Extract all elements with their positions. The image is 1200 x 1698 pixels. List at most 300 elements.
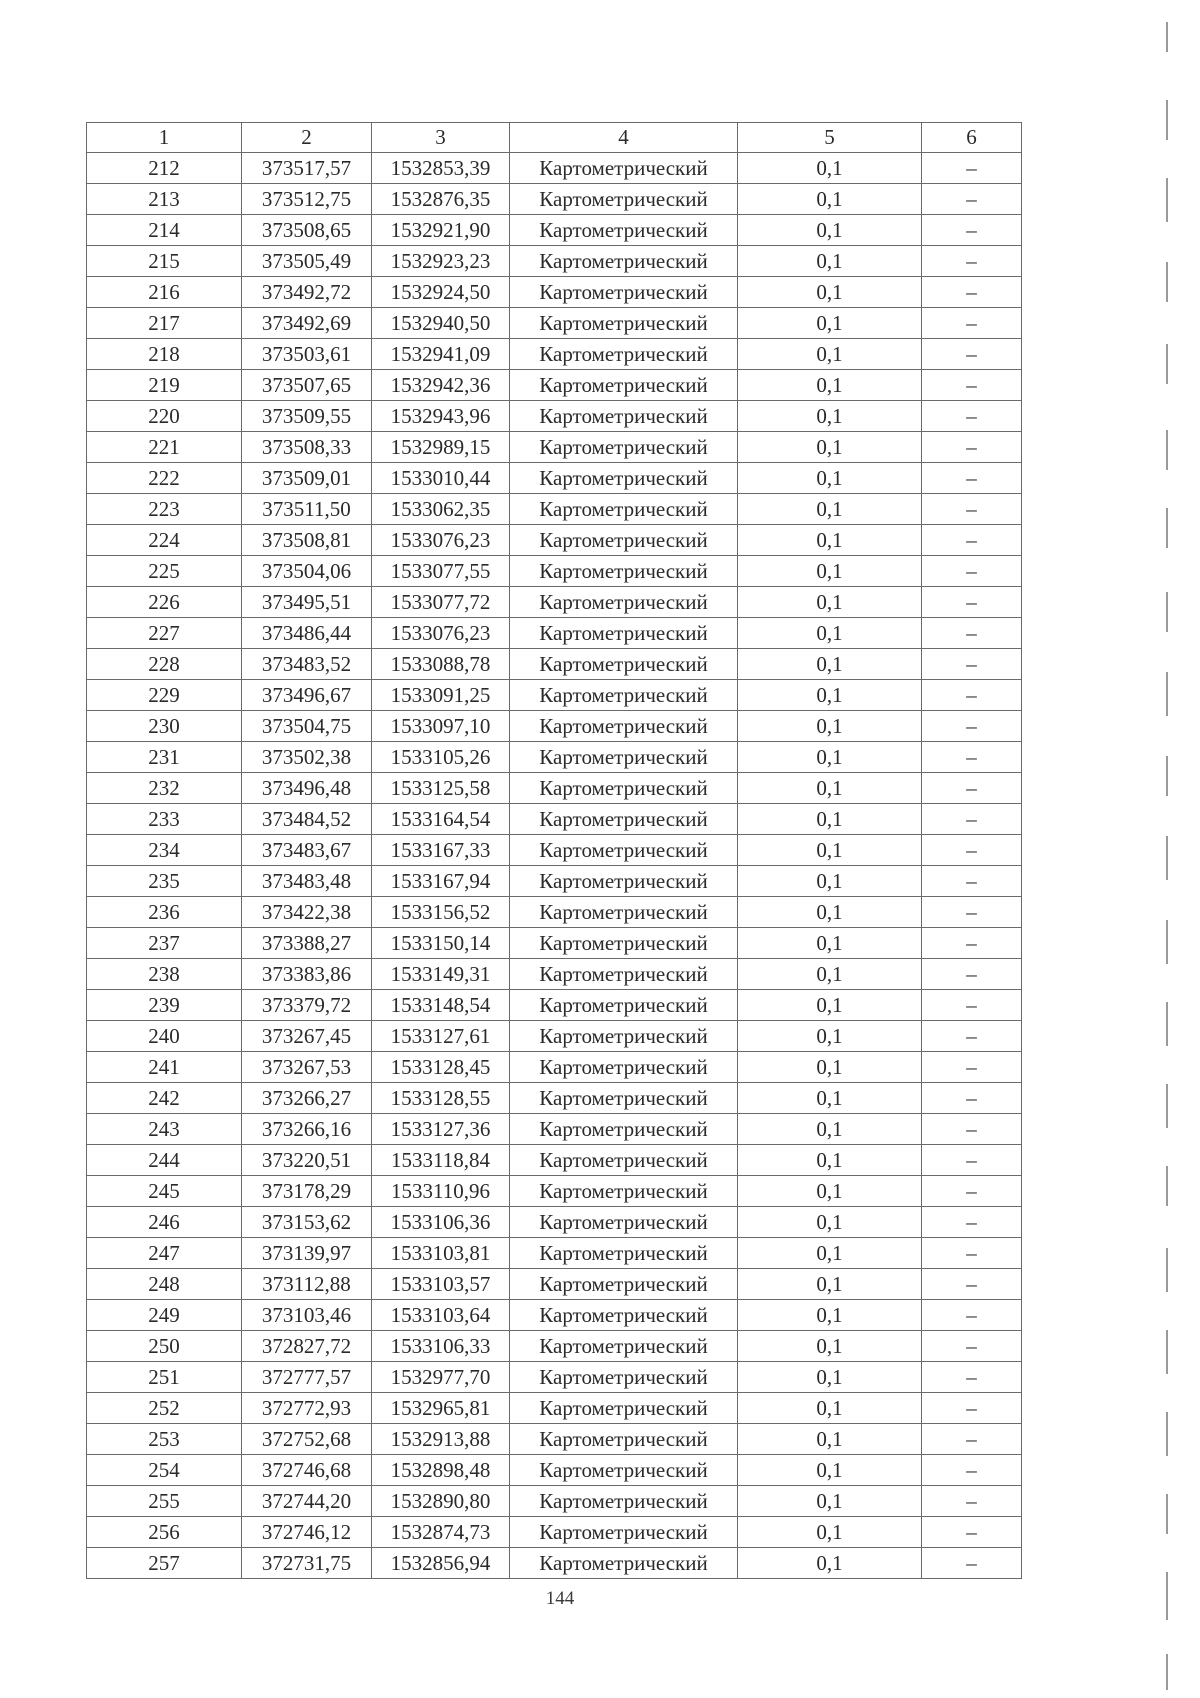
scan-margin-mark xyxy=(1166,100,1168,140)
cell-accuracy: 0,1 xyxy=(738,1300,922,1331)
table-row xyxy=(87,370,1022,401)
cell-note: – xyxy=(922,1424,1022,1455)
scan-margin-mark xyxy=(1166,1248,1168,1292)
cell-y-coordinate: 1533077,55 xyxy=(372,556,510,587)
cell-method: Картометрический xyxy=(510,1331,738,1362)
cell-point-number: 213 xyxy=(87,184,242,215)
cell-point-number: 244 xyxy=(87,1145,242,1176)
cell-method: Картометрический xyxy=(510,401,738,432)
table-row xyxy=(87,680,1022,711)
cell-accuracy: 0,1 xyxy=(738,990,922,1021)
cell-x-coordinate: 372752,68 xyxy=(242,1424,372,1455)
column-header-6: 6 xyxy=(922,123,1022,153)
cell-method: Картометрический xyxy=(510,1424,738,1455)
cell-x-coordinate: 373103,46 xyxy=(242,1300,372,1331)
cell-x-coordinate: 372777,57 xyxy=(242,1362,372,1393)
cell-accuracy: 0,1 xyxy=(738,1207,922,1238)
cell-x-coordinate: 373496,67 xyxy=(242,680,372,711)
cell-method: Картометрический xyxy=(510,990,738,1021)
cell-accuracy: 0,1 xyxy=(738,1083,922,1114)
cell-method: Картометрический xyxy=(510,1114,738,1145)
cell-y-coordinate: 1532898,48 xyxy=(372,1455,510,1486)
scan-margin-mark xyxy=(1166,836,1168,880)
cell-x-coordinate: 373379,72 xyxy=(242,990,372,1021)
table-row xyxy=(87,804,1022,835)
cell-method: Картометрический xyxy=(510,525,738,556)
cell-method: Картометрический xyxy=(510,153,738,184)
cell-y-coordinate: 1533010,44 xyxy=(372,463,510,494)
cell-note: – xyxy=(922,1238,1022,1269)
cell-note: – xyxy=(922,494,1022,525)
cell-method: Картометрический xyxy=(510,897,738,928)
scan-margin-mark xyxy=(1166,1494,1168,1534)
cell-x-coordinate: 373495,51 xyxy=(242,587,372,618)
cell-method: Картометрический xyxy=(510,928,738,959)
cell-note: – xyxy=(922,1145,1022,1176)
cell-point-number: 241 xyxy=(87,1052,242,1083)
cell-point-number: 224 xyxy=(87,525,242,556)
cell-point-number: 234 xyxy=(87,835,242,866)
cell-point-number: 243 xyxy=(87,1114,242,1145)
cell-y-coordinate: 1532924,50 xyxy=(372,277,510,308)
cell-y-coordinate: 1533167,94 xyxy=(372,866,510,897)
cell-y-coordinate: 1532874,73 xyxy=(372,1517,510,1548)
cell-accuracy: 0,1 xyxy=(738,1176,922,1207)
cell-note: – xyxy=(922,711,1022,742)
cell-y-coordinate: 1533077,72 xyxy=(372,587,510,618)
cell-point-number: 225 xyxy=(87,556,242,587)
cell-x-coordinate: 373509,01 xyxy=(242,463,372,494)
cell-x-coordinate: 373509,55 xyxy=(242,401,372,432)
cell-accuracy: 0,1 xyxy=(738,463,922,494)
cell-point-number: 223 xyxy=(87,494,242,525)
cell-y-coordinate: 1533148,54 xyxy=(372,990,510,1021)
cell-note: – xyxy=(922,773,1022,804)
cell-method: Картометрический xyxy=(510,1269,738,1300)
cell-method: Картометрический xyxy=(510,370,738,401)
cell-note: – xyxy=(922,1269,1022,1300)
cell-point-number: 242 xyxy=(87,1083,242,1114)
table-row xyxy=(87,1052,1022,1083)
cell-point-number: 257 xyxy=(87,1548,242,1579)
cell-point-number: 255 xyxy=(87,1486,242,1517)
column-header-4: 4 xyxy=(510,123,738,153)
cell-method: Картометрический xyxy=(510,680,738,711)
cell-y-coordinate: 1532921,90 xyxy=(372,215,510,246)
cell-method: Картометрический xyxy=(510,1021,738,1052)
table-row xyxy=(87,1269,1022,1300)
cell-accuracy: 0,1 xyxy=(738,556,922,587)
cell-x-coordinate: 373484,52 xyxy=(242,804,372,835)
cell-y-coordinate: 1532853,39 xyxy=(372,153,510,184)
cell-accuracy: 0,1 xyxy=(738,1145,922,1176)
cell-note: – xyxy=(922,928,1022,959)
coordinates-table xyxy=(86,122,1022,1579)
scan-margin-mark xyxy=(1166,1002,1168,1046)
table-row xyxy=(87,1486,1022,1517)
table-row xyxy=(87,618,1022,649)
cell-y-coordinate: 1532989,15 xyxy=(372,432,510,463)
cell-point-number: 235 xyxy=(87,866,242,897)
cell-point-number: 218 xyxy=(87,339,242,370)
cell-x-coordinate: 373503,61 xyxy=(242,339,372,370)
cell-note: – xyxy=(922,215,1022,246)
cell-method: Картометрический xyxy=(510,184,738,215)
cell-y-coordinate: 1533127,36 xyxy=(372,1114,510,1145)
cell-note: – xyxy=(922,401,1022,432)
scan-margin-mark xyxy=(1166,430,1168,470)
cell-point-number: 251 xyxy=(87,1362,242,1393)
cell-y-coordinate: 1532942,36 xyxy=(372,370,510,401)
cell-note: – xyxy=(922,742,1022,773)
cell-method: Картометрический xyxy=(510,1362,738,1393)
cell-accuracy: 0,1 xyxy=(738,866,922,897)
cell-x-coordinate: 373508,33 xyxy=(242,432,372,463)
cell-accuracy: 0,1 xyxy=(738,959,922,990)
cell-accuracy: 0,1 xyxy=(738,711,922,742)
cell-accuracy: 0,1 xyxy=(738,246,922,277)
cell-note: – xyxy=(922,556,1022,587)
cell-note: – xyxy=(922,308,1022,339)
cell-x-coordinate: 373266,27 xyxy=(242,1083,372,1114)
cell-method: Картометрический xyxy=(510,1455,738,1486)
cell-y-coordinate: 1532977,70 xyxy=(372,1362,510,1393)
cell-x-coordinate: 373483,48 xyxy=(242,866,372,897)
cell-note: – xyxy=(922,525,1022,556)
cell-accuracy: 0,1 xyxy=(738,401,922,432)
cell-accuracy: 0,1 xyxy=(738,587,922,618)
cell-y-coordinate: 1533164,54 xyxy=(372,804,510,835)
table-row xyxy=(87,742,1022,773)
table-row xyxy=(87,1238,1022,1269)
scan-margin-mark xyxy=(1166,1084,1168,1128)
cell-note: – xyxy=(922,1176,1022,1207)
cell-method: Картометрический xyxy=(510,804,738,835)
cell-accuracy: 0,1 xyxy=(738,1455,922,1486)
cell-x-coordinate: 373492,72 xyxy=(242,277,372,308)
cell-x-coordinate: 373267,45 xyxy=(242,1021,372,1052)
cell-method: Картометрический xyxy=(510,1300,738,1331)
cell-note: – xyxy=(922,432,1022,463)
table-row xyxy=(87,1021,1022,1052)
scan-margin-mark xyxy=(1166,756,1168,796)
table-row xyxy=(87,184,1022,215)
cell-note: – xyxy=(922,184,1022,215)
cell-note: – xyxy=(922,1021,1022,1052)
cell-point-number: 248 xyxy=(87,1269,242,1300)
scan-margin-mark xyxy=(1166,22,1168,52)
cell-y-coordinate: 1533125,58 xyxy=(372,773,510,804)
cell-y-coordinate: 1533128,55 xyxy=(372,1083,510,1114)
table-row xyxy=(87,308,1022,339)
cell-accuracy: 0,1 xyxy=(738,370,922,401)
table-row xyxy=(87,215,1022,246)
table-body xyxy=(87,153,1022,1579)
cell-x-coordinate: 372746,12 xyxy=(242,1517,372,1548)
table-row xyxy=(87,773,1022,804)
table-row xyxy=(87,1424,1022,1455)
cell-note: – xyxy=(922,1331,1022,1362)
table-row xyxy=(87,432,1022,463)
cell-note: – xyxy=(922,1362,1022,1393)
table-row xyxy=(87,1145,1022,1176)
cell-accuracy: 0,1 xyxy=(738,1393,922,1424)
cell-note: – xyxy=(922,618,1022,649)
scan-margin-mark xyxy=(1166,1412,1168,1456)
cell-accuracy: 0,1 xyxy=(738,897,922,928)
cell-accuracy: 0,1 xyxy=(738,432,922,463)
cell-point-number: 220 xyxy=(87,401,242,432)
cell-accuracy: 0,1 xyxy=(738,1517,922,1548)
cell-x-coordinate: 373139,97 xyxy=(242,1238,372,1269)
cell-y-coordinate: 1532856,94 xyxy=(372,1548,510,1579)
table-row xyxy=(87,1517,1022,1548)
cell-point-number: 253 xyxy=(87,1424,242,1455)
cell-accuracy: 0,1 xyxy=(738,308,922,339)
cell-note: – xyxy=(922,804,1022,835)
table-row xyxy=(87,1331,1022,1362)
cell-y-coordinate: 1532965,81 xyxy=(372,1393,510,1424)
cell-method: Картометрический xyxy=(510,1517,738,1548)
cell-y-coordinate: 1533062,35 xyxy=(372,494,510,525)
cell-x-coordinate: 373504,06 xyxy=(242,556,372,587)
cell-accuracy: 0,1 xyxy=(738,494,922,525)
cell-method: Картометрический xyxy=(510,246,738,277)
cell-point-number: 249 xyxy=(87,1300,242,1331)
cell-x-coordinate: 373517,57 xyxy=(242,153,372,184)
cell-x-coordinate: 373492,69 xyxy=(242,308,372,339)
cell-method: Картометрический xyxy=(510,959,738,990)
scan-margin-mark xyxy=(1166,178,1168,222)
cell-note: – xyxy=(922,959,1022,990)
table-row xyxy=(87,1393,1022,1424)
cell-y-coordinate: 1533127,61 xyxy=(372,1021,510,1052)
cell-accuracy: 0,1 xyxy=(738,1269,922,1300)
table-row xyxy=(87,556,1022,587)
cell-accuracy: 0,1 xyxy=(738,618,922,649)
table-row xyxy=(87,339,1022,370)
cell-note: – xyxy=(922,835,1022,866)
cell-method: Картометрический xyxy=(510,1486,738,1517)
cell-y-coordinate: 1533097,10 xyxy=(372,711,510,742)
cell-accuracy: 0,1 xyxy=(738,835,922,866)
table-row xyxy=(87,649,1022,680)
cell-accuracy: 0,1 xyxy=(738,1238,922,1269)
cell-accuracy: 0,1 xyxy=(738,525,922,556)
cell-y-coordinate: 1532943,96 xyxy=(372,401,510,432)
scan-margin-mark xyxy=(1166,262,1168,302)
cell-y-coordinate: 1533156,52 xyxy=(372,897,510,928)
cell-accuracy: 0,1 xyxy=(738,804,922,835)
cell-point-number: 219 xyxy=(87,370,242,401)
cell-accuracy: 0,1 xyxy=(738,1021,922,1052)
cell-method: Картометрический xyxy=(510,308,738,339)
cell-note: – xyxy=(922,153,1022,184)
cell-point-number: 247 xyxy=(87,1238,242,1269)
cell-y-coordinate: 1533106,36 xyxy=(372,1207,510,1238)
cell-point-number: 236 xyxy=(87,897,242,928)
cell-x-coordinate: 372731,75 xyxy=(242,1548,372,1579)
cell-accuracy: 0,1 xyxy=(738,773,922,804)
cell-accuracy: 0,1 xyxy=(738,184,922,215)
table-row xyxy=(87,835,1022,866)
cell-y-coordinate: 1532923,23 xyxy=(372,246,510,277)
cell-accuracy: 0,1 xyxy=(738,742,922,773)
cell-accuracy: 0,1 xyxy=(738,1548,922,1579)
cell-note: – xyxy=(922,1300,1022,1331)
cell-x-coordinate: 373267,53 xyxy=(242,1052,372,1083)
scan-margin-mark xyxy=(1166,508,1168,548)
cell-y-coordinate: 1533110,96 xyxy=(372,1176,510,1207)
cell-point-number: 222 xyxy=(87,463,242,494)
table-row xyxy=(87,959,1022,990)
cell-y-coordinate: 1532890,80 xyxy=(372,1486,510,1517)
cell-note: – xyxy=(922,1486,1022,1517)
cell-point-number: 214 xyxy=(87,215,242,246)
cell-note: – xyxy=(922,339,1022,370)
cell-accuracy: 0,1 xyxy=(738,1424,922,1455)
cell-y-coordinate: 1532941,09 xyxy=(372,339,510,370)
cell-point-number: 226 xyxy=(87,587,242,618)
cell-method: Картометрический xyxy=(510,1207,738,1238)
cell-note: – xyxy=(922,587,1022,618)
cell-method: Картометрический xyxy=(510,742,738,773)
cell-y-coordinate: 1533167,33 xyxy=(372,835,510,866)
cell-y-coordinate: 1533091,25 xyxy=(372,680,510,711)
table-header xyxy=(87,123,1022,153)
scan-margin-mark xyxy=(1166,592,1168,632)
cell-point-number: 212 xyxy=(87,153,242,184)
cell-method: Картометрический xyxy=(510,556,738,587)
table-row xyxy=(87,1114,1022,1145)
cell-x-coordinate: 373422,38 xyxy=(242,897,372,928)
cell-x-coordinate: 373178,29 xyxy=(242,1176,372,1207)
cell-method: Картометрический xyxy=(510,1176,738,1207)
cell-y-coordinate: 1533105,26 xyxy=(372,742,510,773)
cell-point-number: 215 xyxy=(87,246,242,277)
table-row xyxy=(87,990,1022,1021)
cell-x-coordinate: 372827,72 xyxy=(242,1331,372,1362)
cell-note: – xyxy=(922,463,1022,494)
cell-method: Картометрический xyxy=(510,618,738,649)
cell-y-coordinate: 1532876,35 xyxy=(372,184,510,215)
cell-point-number: 221 xyxy=(87,432,242,463)
table-row xyxy=(87,711,1022,742)
cell-point-number: 228 xyxy=(87,649,242,680)
cell-accuracy: 0,1 xyxy=(738,1331,922,1362)
cell-x-coordinate: 373507,65 xyxy=(242,370,372,401)
table-row xyxy=(87,928,1022,959)
cell-x-coordinate: 373512,75 xyxy=(242,184,372,215)
cell-x-coordinate: 373266,16 xyxy=(242,1114,372,1145)
cell-note: – xyxy=(922,1052,1022,1083)
cell-method: Картометрический xyxy=(510,587,738,618)
cell-method: Картометрический xyxy=(510,649,738,680)
scan-margin-mark xyxy=(1166,344,1168,384)
table-row xyxy=(87,494,1022,525)
cell-y-coordinate: 1532940,50 xyxy=(372,308,510,339)
cell-x-coordinate: 373505,49 xyxy=(242,246,372,277)
cell-y-coordinate: 1533088,78 xyxy=(372,649,510,680)
cell-method: Картометрический xyxy=(510,835,738,866)
cell-x-coordinate: 373486,44 xyxy=(242,618,372,649)
column-header-2: 2 xyxy=(242,123,372,153)
cell-accuracy: 0,1 xyxy=(738,277,922,308)
scan-margin-mark xyxy=(1166,920,1168,964)
cell-y-coordinate: 1533106,33 xyxy=(372,1331,510,1362)
table-row xyxy=(87,1548,1022,1579)
table-row xyxy=(87,1455,1022,1486)
cell-x-coordinate: 373508,65 xyxy=(242,215,372,246)
table-row xyxy=(87,866,1022,897)
cell-note: – xyxy=(922,1083,1022,1114)
cell-accuracy: 0,1 xyxy=(738,215,922,246)
cell-x-coordinate: 373496,48 xyxy=(242,773,372,804)
table-row xyxy=(87,246,1022,277)
cell-point-number: 245 xyxy=(87,1176,242,1207)
cell-note: – xyxy=(922,866,1022,897)
cell-x-coordinate: 373483,52 xyxy=(242,649,372,680)
column-header-1: 1 xyxy=(87,123,242,153)
cell-accuracy: 0,1 xyxy=(738,1486,922,1517)
cell-point-number: 240 xyxy=(87,1021,242,1052)
cell-note: – xyxy=(922,1517,1022,1548)
cell-point-number: 239 xyxy=(87,990,242,1021)
cell-x-coordinate: 373483,67 xyxy=(242,835,372,866)
cell-method: Картометрический xyxy=(510,1548,738,1579)
table-row xyxy=(87,1207,1022,1238)
scan-margin-mark xyxy=(1166,1166,1168,1206)
cell-x-coordinate: 373112,88 xyxy=(242,1269,372,1300)
cell-y-coordinate: 1533103,81 xyxy=(372,1238,510,1269)
cell-point-number: 216 xyxy=(87,277,242,308)
table-row xyxy=(87,277,1022,308)
table-row xyxy=(87,1083,1022,1114)
cell-method: Картометрический xyxy=(510,463,738,494)
scan-margin-mark xyxy=(1166,1330,1168,1374)
cell-method: Картометрический xyxy=(510,1052,738,1083)
cell-accuracy: 0,1 xyxy=(738,339,922,370)
cell-method: Картометрический xyxy=(510,494,738,525)
table-row xyxy=(87,525,1022,556)
cell-note: – xyxy=(922,1455,1022,1486)
column-header-3: 3 xyxy=(372,123,510,153)
cell-method: Картометрический xyxy=(510,339,738,370)
cell-note: – xyxy=(922,1114,1022,1145)
cell-note: – xyxy=(922,1548,1022,1579)
cell-accuracy: 0,1 xyxy=(738,680,922,711)
cell-point-number: 230 xyxy=(87,711,242,742)
cell-method: Картометрический xyxy=(510,432,738,463)
cell-accuracy: 0,1 xyxy=(738,1114,922,1145)
cell-y-coordinate: 1533118,84 xyxy=(372,1145,510,1176)
cell-method: Картометрический xyxy=(510,277,738,308)
cell-y-coordinate: 1532913,88 xyxy=(372,1424,510,1455)
cell-point-number: 233 xyxy=(87,804,242,835)
cell-x-coordinate: 373502,38 xyxy=(242,742,372,773)
table-row xyxy=(87,1300,1022,1331)
cell-x-coordinate: 373508,81 xyxy=(242,525,372,556)
column-header-5: 5 xyxy=(738,123,922,153)
cell-note: – xyxy=(922,897,1022,928)
cell-point-number: 254 xyxy=(87,1455,242,1486)
cell-point-number: 237 xyxy=(87,928,242,959)
table-row xyxy=(87,587,1022,618)
cell-note: – xyxy=(922,277,1022,308)
cell-method: Картометрический xyxy=(510,1238,738,1269)
table-row xyxy=(87,897,1022,928)
table-row xyxy=(87,1176,1022,1207)
